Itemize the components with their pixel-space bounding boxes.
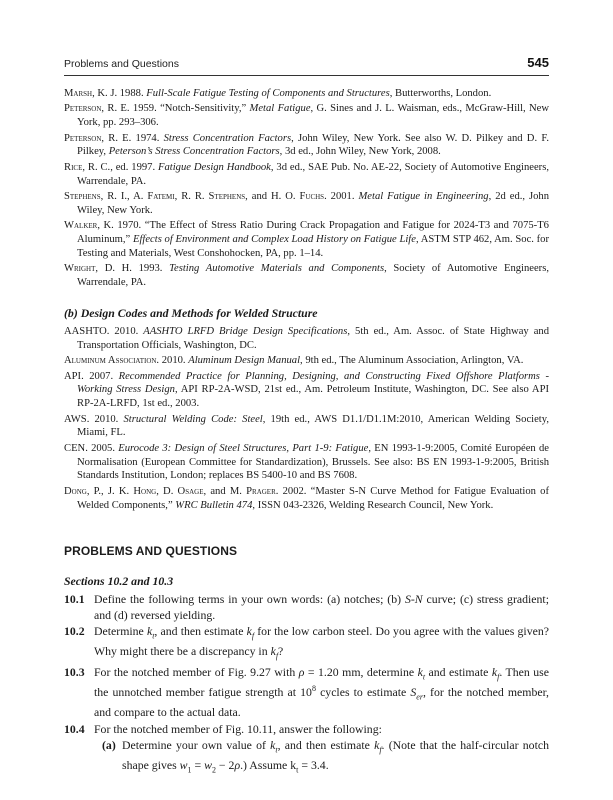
problem-item: 10.4 For the notched member of Fig. 10.11, answer the following: xyxy=(64,721,382,736)
reference-section-welded xyxy=(64,306,549,514)
reference-entry: Rice, R. C., ed. 1997. Fatigue Design Handbook, 3d ed., SAE Pub. No. AE-22, Society of Automotive Engineers, Warrendale, PA. xyxy=(64,161,549,187)
reference-entry: CEN. 2005. Eurocode 3: Design of Steel Structures, Part 1-9: Fatigue, EN 1993-1-9:2005, Comité Européen de Normalisation (European Committee for Standardization), Brussels. See also: BS EN 1993-1-9:2005, British Standards Institution, London; replaces BS 5400-10 and BS 7608. xyxy=(64,442,549,482)
problem-number: 10.2 xyxy=(64,624,85,639)
reference-entry: Peterson, R. E. 1974. Stress Concentration Factors, John Wiley, New York. See also W. D. Pilkey and D. F. Pilkey, Peterson’s Stress Concentration Factors, 3d ed., John Wiley, New York, 2008. xyxy=(64,132,550,158)
header-rule xyxy=(64,75,549,76)
page-number: 545 xyxy=(527,55,549,70)
problem-item: 10.1 Define the following terms in your own words: (a) notches; (b) S-N curve; (c) stress gradient; and (d) reversed yielding. xyxy=(64,592,549,622)
subproblem-item: (a) Determine your own value of $k_t$, and then estimate $k_f$. (Note that the half-circular notch shape gives $w_1 = w_2 - 2\rho$.) Assume $k_t = 3.4$. xyxy=(102,738,549,775)
reference-entry: Stephens, R. I., A. Fatemi, R. R. Stephens, and H. O. Fuchs. 2001. Metal Fatigue in Engineering, 2d ed., John Wiley, New York. xyxy=(64,190,549,216)
problem-number: 10.3 xyxy=(64,665,85,680)
running-section-title: Problems and Questions xyxy=(64,58,179,70)
problem-number: 10.4 xyxy=(64,721,85,736)
problems-subheading: Sections 10.2 and 10.3 xyxy=(64,574,174,588)
reference-entry: Marsh, K. J. 1988. Full-Scale Fatigue Testing of Components and Structures, Butterworths, London. xyxy=(64,88,492,99)
reference-entry: Walker, K. 1970. “The Effect of Stress Ratio During Crack Propagation and Fatigue for 2024-T3 and 7075-T6 Aluminum,” Effects of Environment and Complex Load History on Fatigue Life, ASTM STP 462, Am. Soc. for Testing and Materials, West Conshohocken, PA, pp. 1–14. xyxy=(64,220,549,259)
reference-entry: Aluminum Association. 2010. Aluminum Design Manual, 9th ed., The Aluminum Association, Arlington, VA. xyxy=(64,355,524,367)
reference-entry: Wright, D. H. 1993. Testing Automotive Materials and Components, Society of Automotive Engineers, Warrendale, PA. xyxy=(64,263,549,288)
section-b-heading: (b) Design Codes and Methods for Welded Structure xyxy=(64,306,318,320)
reference-entry: Peterson, R. E. 1959. “Notch-Sensitivity,” Metal Fatigue, G. Sines and J. L. Waisman, eds., McGraw-Hill, New York, pp. 293–306. xyxy=(64,103,550,129)
problem-item: 10.2 Determine $k_t$, and then estimate $k_f$ for the low carbon steel. Do you agree with the values given? Why might there be a discrepancy in $k_f$? xyxy=(64,624,549,661)
problem-item: 10.3 For the notched member of Fig. 9.27 with ρ = 1.20 mm, determine $k_t$ and estimate $k_f$. Then use the unnotched member fatigue strength at $10^8$ cycles to estimate $S_{er}$, for the notched member, and compare to the actual data. xyxy=(64,665,549,719)
subproblem-label: (a) xyxy=(102,738,116,753)
problems-heading-block xyxy=(64,544,549,558)
reference-entry: AASHTO. 2010. AASHTO LRFD Bridge Design Specifications, 5th ed., Am. Assoc. of State Highway and Transportation Officials, Washington, DC. xyxy=(64,326,549,351)
running-header xyxy=(64,55,549,75)
reference-entry: API. 2007. Recommended Practice for Planning, Designing, and Constructing Fixed Offshore Platforms - Working Stress Design, API RP-2A-WSD, 21st ed., Am. Petroleum Institute, Washington, DC. See also API RP-2A-LRFD, 1st ed., 2003. xyxy=(64,370,549,410)
reference-list-continued xyxy=(64,87,549,291)
reference-entry: AWS. 2010. Structural Welding Code: Steel, 19th ed., AWS D1.1/D1.1M:2010, American Welding Society, Miami, FL. xyxy=(64,413,550,439)
problems-list xyxy=(64,574,549,778)
problems-heading: PROBLEMS AND QUESTIONS xyxy=(64,544,238,558)
problem-number: 10.1 xyxy=(64,592,85,606)
reference-entry: Dong, P., J. K. Hong, D. Osage, and M. Prager. 2002. “Master S-N Curve Method for Fatigue Evaluation of Welded Components,” WRC Bulletin 474, ISSN 043-2326, Welding Research Council, New York. xyxy=(64,485,549,511)
